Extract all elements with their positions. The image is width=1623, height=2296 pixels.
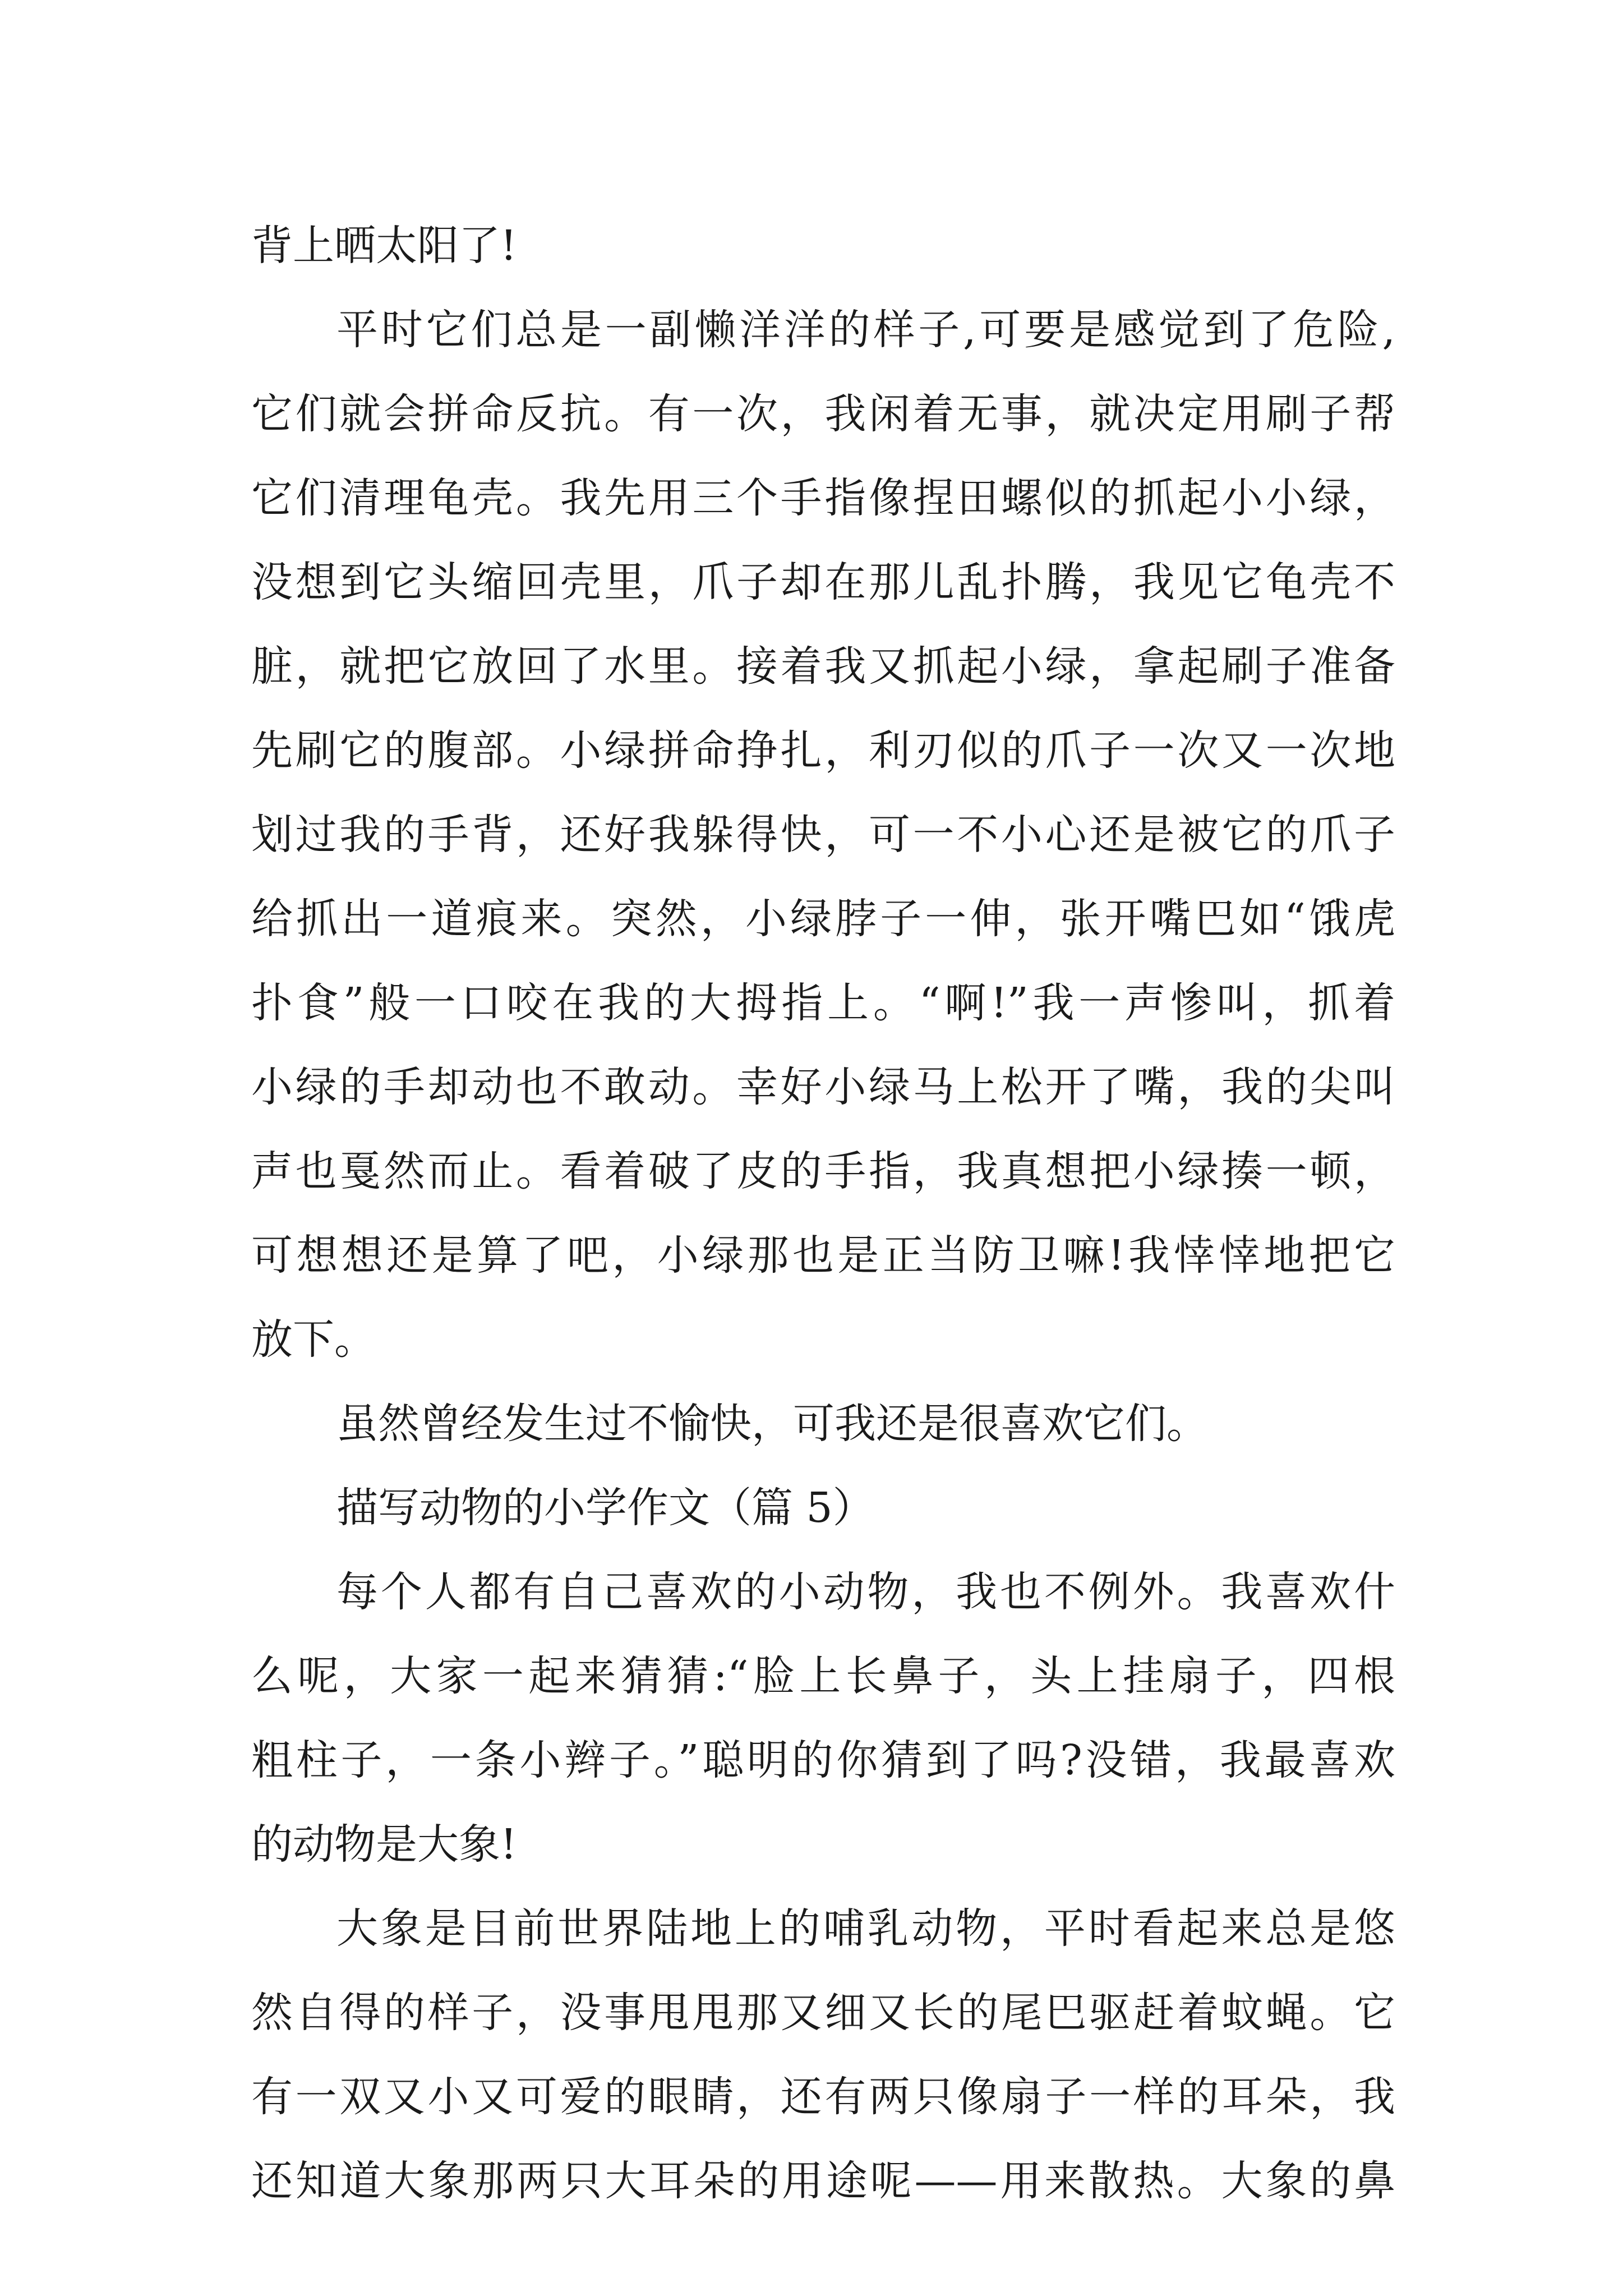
text-line: 还知道大象那两只大耳朵的用途呢——用来散热。大象的鼻 bbox=[251, 2157, 1395, 2205]
section-heading: 描写动物的小学作文（篇 5） bbox=[336, 1484, 874, 1532]
text-line: 小绿的手却动也不敢动。幸好小绿马上松开了嘴，我的尖叫 bbox=[251, 1063, 1395, 1111]
text-line: 给抓出一道痕来。突然，小绿脖子一伸，张开嘴巴如“饿虎 bbox=[251, 895, 1395, 943]
text-line: 放下。 bbox=[251, 1315, 376, 1364]
text-line: 的动物是大象! bbox=[251, 1820, 517, 1869]
text-line: 脏，就把它放回了水里。接着我又抓起小绿，拿起刷子准备 bbox=[251, 642, 1395, 691]
text-line: 每个人都有自己喜欢的小动物，我也不例外。我喜欢什 bbox=[336, 1568, 1395, 1616]
text-line: 虽然曾经发生过不愉快，可我还是很喜欢它们。 bbox=[336, 1400, 1208, 1448]
text-line: 划过我的手背，还好我躲得快，可一不小心还是被它的爪子 bbox=[251, 811, 1395, 859]
text-line: 声也戛然而止。看着破了皮的手指，我真想把小绿揍一顿， bbox=[251, 1147, 1395, 1195]
text-line: 粗柱子，一条小辫子。”聪明的你猜到了吗?没错，我最喜欢 bbox=[251, 1736, 1395, 1784]
text-line: 么呢，大家一起来猜猜:“脸上长鼻子，头上挂扇子，四根 bbox=[251, 1652, 1395, 1700]
text-line: 没想到它头缩回壳里，爪子却在那儿乱扑腾，我见它龟壳不 bbox=[251, 558, 1395, 606]
text-line: 大象是目前世界陆地上的哺乳动物，平时看起来总是悠 bbox=[336, 1904, 1395, 1953]
text-line: 然自得的样子，没事甩甩那又细又长的尾巴驱赶着蚊蝇。它 bbox=[251, 1989, 1395, 2037]
text-line: 它们清理龟壳。我先用三个手指像捏田螺似的抓起小小绿， bbox=[251, 474, 1395, 522]
text-line: 背上晒太阳了! bbox=[251, 222, 517, 270]
text-line: 它们就会拼命反抗。有一次，我闲着无事，就决定用刷子帮 bbox=[251, 390, 1395, 438]
text-line: 扑食”般一口咬在我的大拇指上。“啊!”我一声惨叫，抓着 bbox=[251, 979, 1395, 1027]
text-line: 平时它们总是一副懒洋洋的样子,可要是感觉到了危险, bbox=[336, 306, 1395, 354]
text-line: 先刷它的腹部。小绿拼命挣扎，利刃似的爪子一次又一次地 bbox=[251, 726, 1395, 775]
text-line: 有一双又小又可爱的眼睛，还有两只像扇子一样的耳朵，我 bbox=[251, 2073, 1395, 2121]
text-line: 可想想还是算了吧，小绿那也是正当防卫嘛!我悻悻地把它 bbox=[251, 1231, 1395, 1280]
